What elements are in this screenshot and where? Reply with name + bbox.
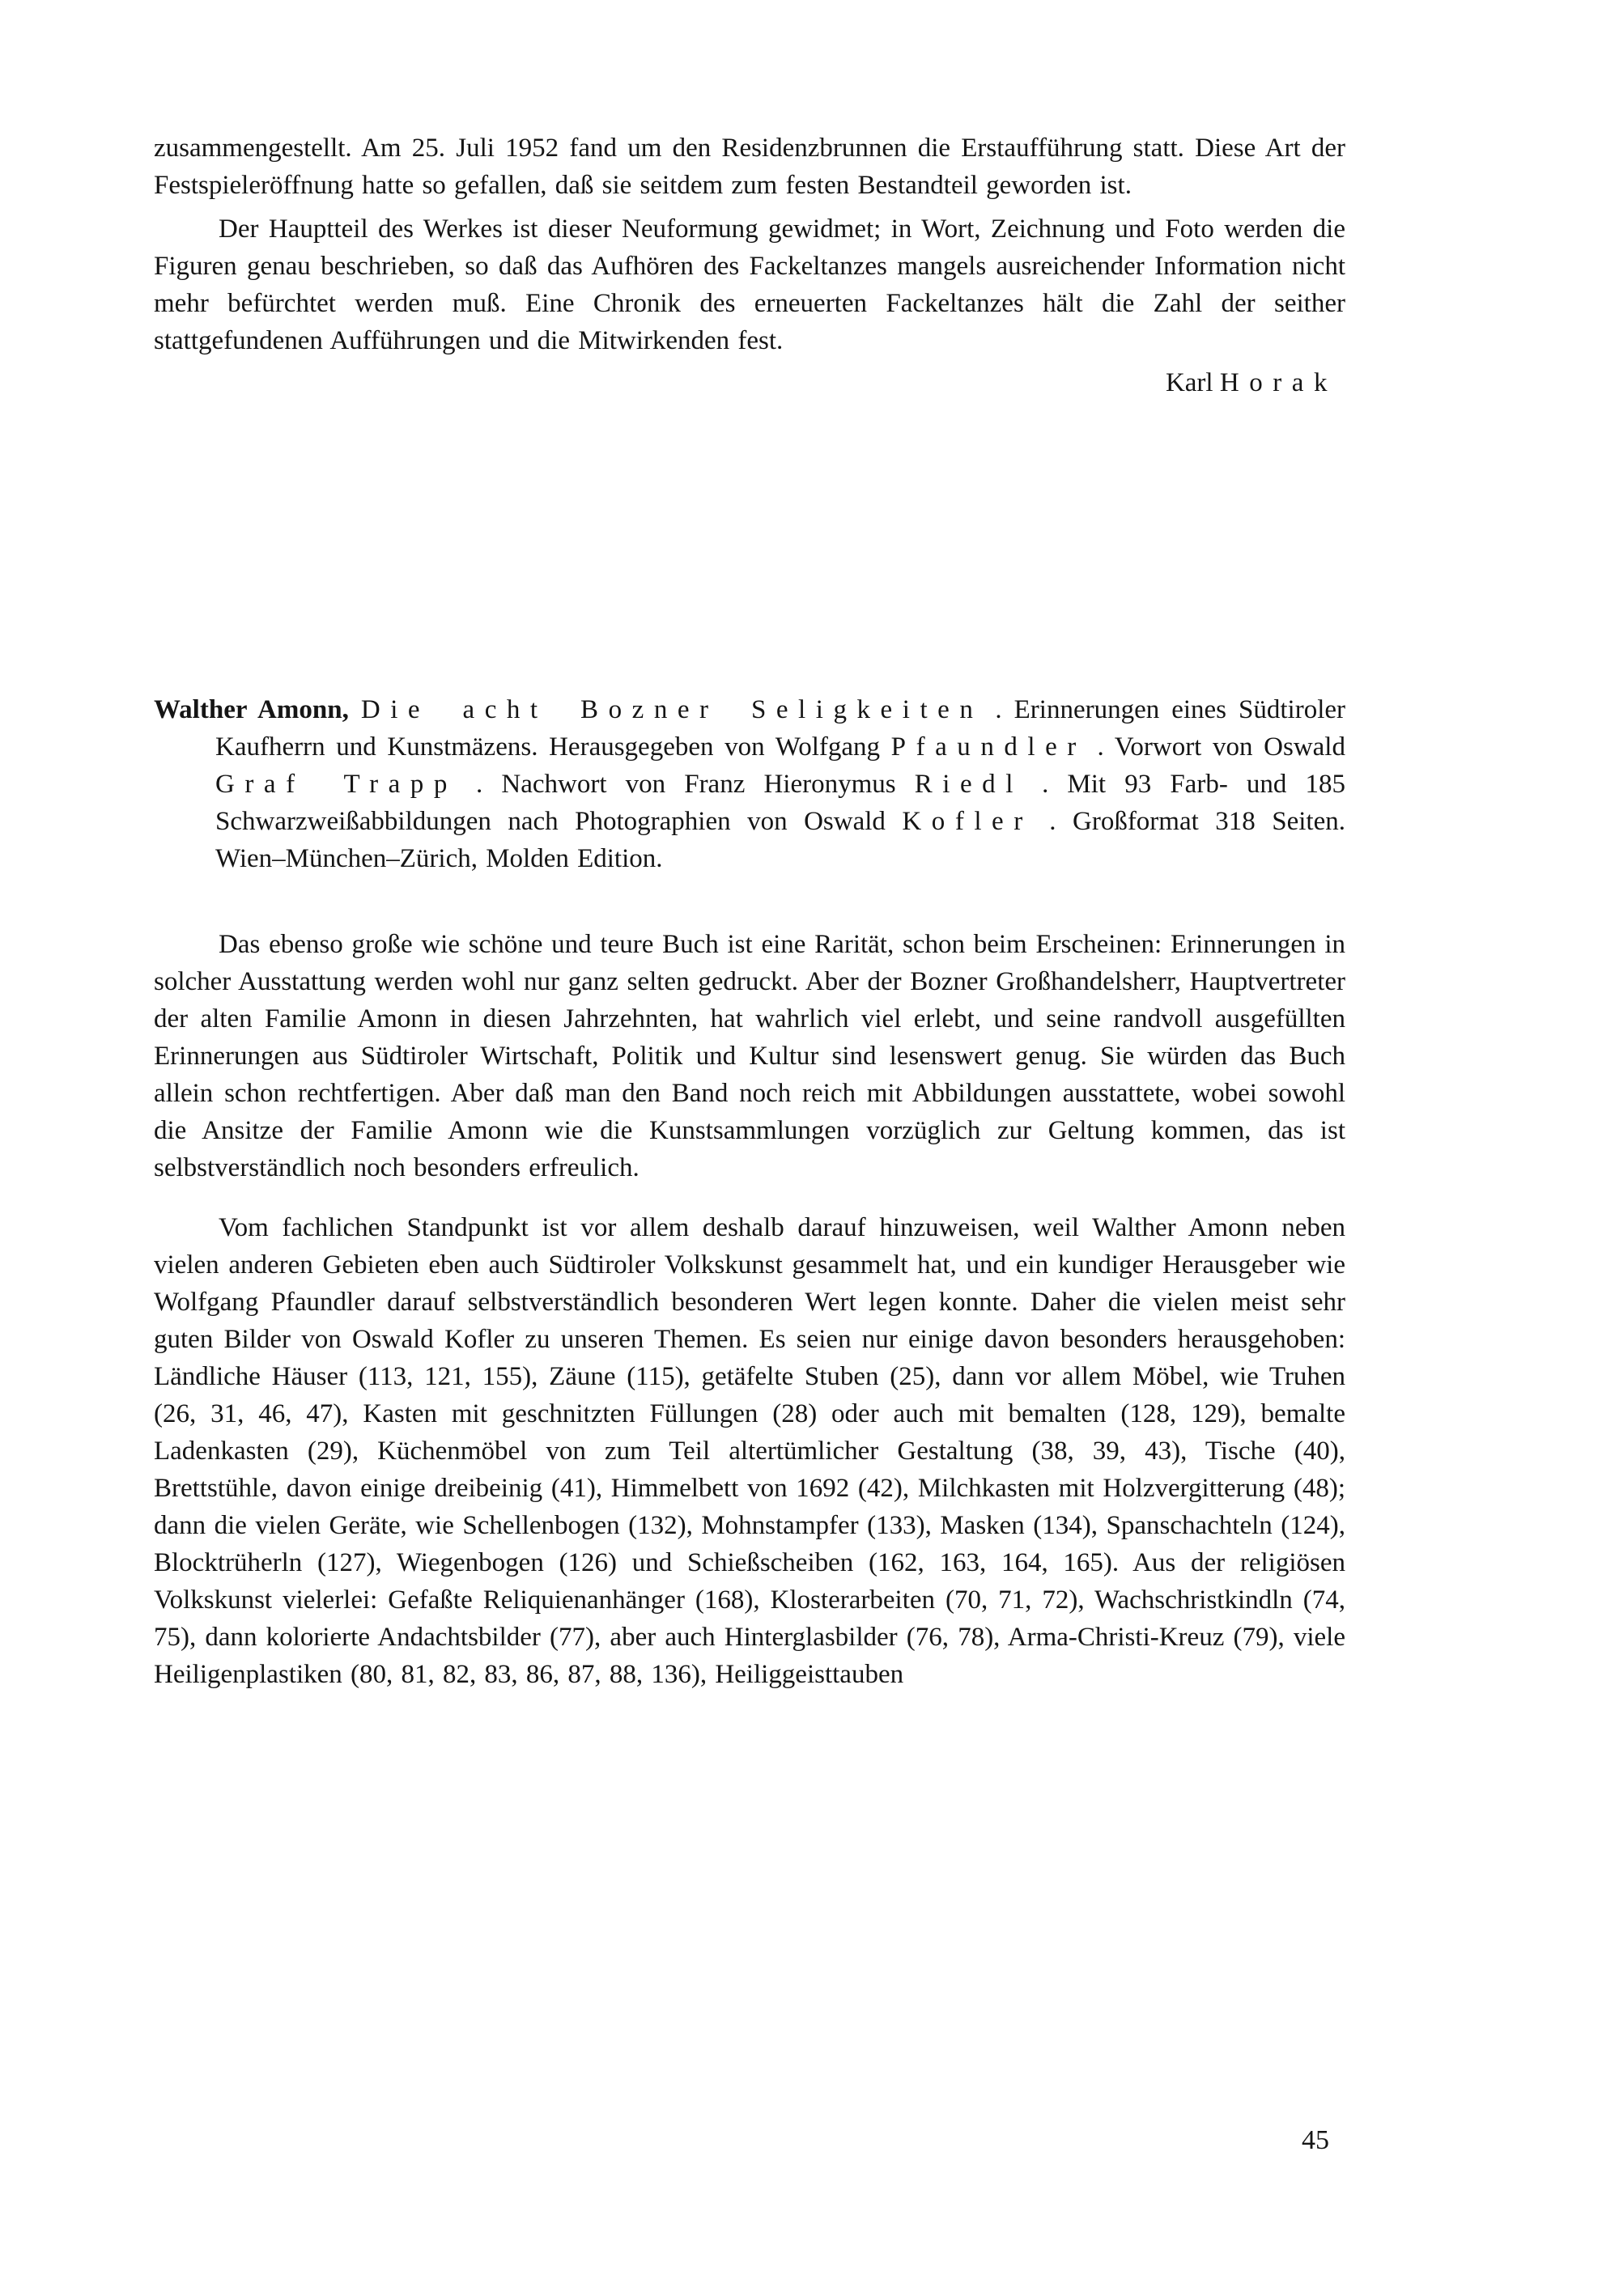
heading-segment: . Erinnerungen eines Südtiroler Kaufherrn und Kunstmäzens. Herausgegeben von Wolfgang bbox=[215, 695, 1346, 762]
author-signature bbox=[154, 364, 1337, 401]
author-last-name: Horak bbox=[1219, 368, 1337, 397]
text-block bbox=[154, 129, 1345, 1693]
review-editor-name: Pfaundler bbox=[890, 732, 1086, 762]
heading-segment: . Großformat 318 Seiten. Wien–München–Zürich, Molden Edition. bbox=[215, 807, 1345, 873]
review-photographer-name: Kofler bbox=[902, 807, 1033, 836]
review-foreword-name: Graf Trapp bbox=[215, 770, 457, 799]
author-first-name: Karl bbox=[1165, 368, 1220, 397]
review-author-name: Walther Amonn, bbox=[154, 695, 349, 724]
heading-segment: . Nachwort von Franz Hieronymus bbox=[476, 770, 896, 799]
heading-segment: . Mit 93 Farb- und 185 Schwarzweißabbildungen nach Photographien von Oswald bbox=[215, 770, 1346, 836]
review-afterword-name: Riedl bbox=[914, 770, 1023, 799]
heading-segment: . Vorwort von Oswald bbox=[1097, 732, 1345, 762]
paragraph-continuation: zusammengestellt. Am 25. Juli 1952 fand um den Residenzbrunnen die Erstaufführung statt. Diese Art der Festspieleröffnung hatte so gefallen, daß sie seitdem zum festen Bestandteil geworden ist. bbox=[154, 134, 1345, 200]
review-paragraph-1: Das ebenso große wie schöne und teure Buch ist eine Rarität, schon beim Erscheinen: Erinnerungen in solcher Ausstattung werden wohl nur ganz selten gedruckt. Aber der Bozner Großhandelsherr, Hauptvertreter der alten Familie Amonn in diesen Jahrzehnten, hat wahrlich viel erlebt, und seine randvoll ausgefüllten Erinnerungen aus Südtiroler Wirtschaft, Politik und Kultur sind lesenswert genug. Sie würden das Buch allein schon rechtfertigen. Aber daß man den Band noch reich mit Abbildungen ausstattete, wobei sowohl die Ansitze der Familie Amonn wie die Kunstsammlungen vorzüglich zur Geltung kommen, das ist selbstverständlich noch besonders erfreulich. bbox=[154, 930, 1345, 1182]
paragraph-main: Der Hauptteil des Werkes ist dieser Neuformung gewidmet; in Wort, Zeichnung und Foto werden die Figuren genau beschrieben, so daß das Aufhören des Fackeltanzes mangels ausreichender Information nicht mehr befürchtet werden muß. Eine Chronik des erneuerten Fackeltanzes hält die Zahl der seither stattgefundenen Aufführungen und die Mitwirkenden fest. bbox=[154, 214, 1345, 355]
page-number: 45 bbox=[1302, 2125, 1329, 2155]
review-entry-heading bbox=[154, 691, 1345, 877]
review-book-title: Die acht Bozner Seligkeiten bbox=[360, 695, 984, 724]
review-paragraph-2: Vom fachlichen Standpunkt ist vor allem deshalb darauf hinzuweisen, weil Walther Amonn neben vielen anderen Gebieten eben auch Südtiroler Volkskunst gesammelt hat, und ein kundiger Herausgeber wie Wolfgang Pfaundler darauf selbstverständlich besonderen Wert legen konnte. Daher die vielen meist sehr guten Bilder von Oswald Kofler zu unseren Themen. Es seien nur einige davon besonders herausgehoben: Ländliche Häuser (113, 121, 155), Zäune (115), getäfelte Stuben (25), dann vor allem Möbel, wie Truhen (26, 31, 46, 47), Kasten mit geschnitzten Füllungen (28) oder auch mit bemalten (128, 129), bemalte Ladenkasten (29), Küchenmöbel von zum Teil altertümlicher Gestaltung (38, 39, 43), Tische (40), Brettstühle, davon einige dreibeinig (41), Himmelbett von 1692 (42), Milchkasten mit Holzvergitterung (48); dann die vielen Geräte, wie Schellenbogen (132), Mohnstampfer (133), Masken (134), Spanschachteln (124), Blocktrüherln (127), Wiegenbogen (126) und Schießscheiben (162, 163, 164, 165). Aus der religiösen Volkskunst vielerlei: Gefaßte Reliquienanhänger (168), Klosterarbeiten (70, 71, 72), Wachschristkindln (74, 75), dann kolorierte Andachtsbilder (77), aber auch Hinterglasbilder (76, 78), Arma-Christi-Kreuz (79), viele Heiligenplastiken (80, 81, 82, 83, 86, 87, 88, 136), Heiliggeisttauben bbox=[154, 1213, 1345, 1689]
